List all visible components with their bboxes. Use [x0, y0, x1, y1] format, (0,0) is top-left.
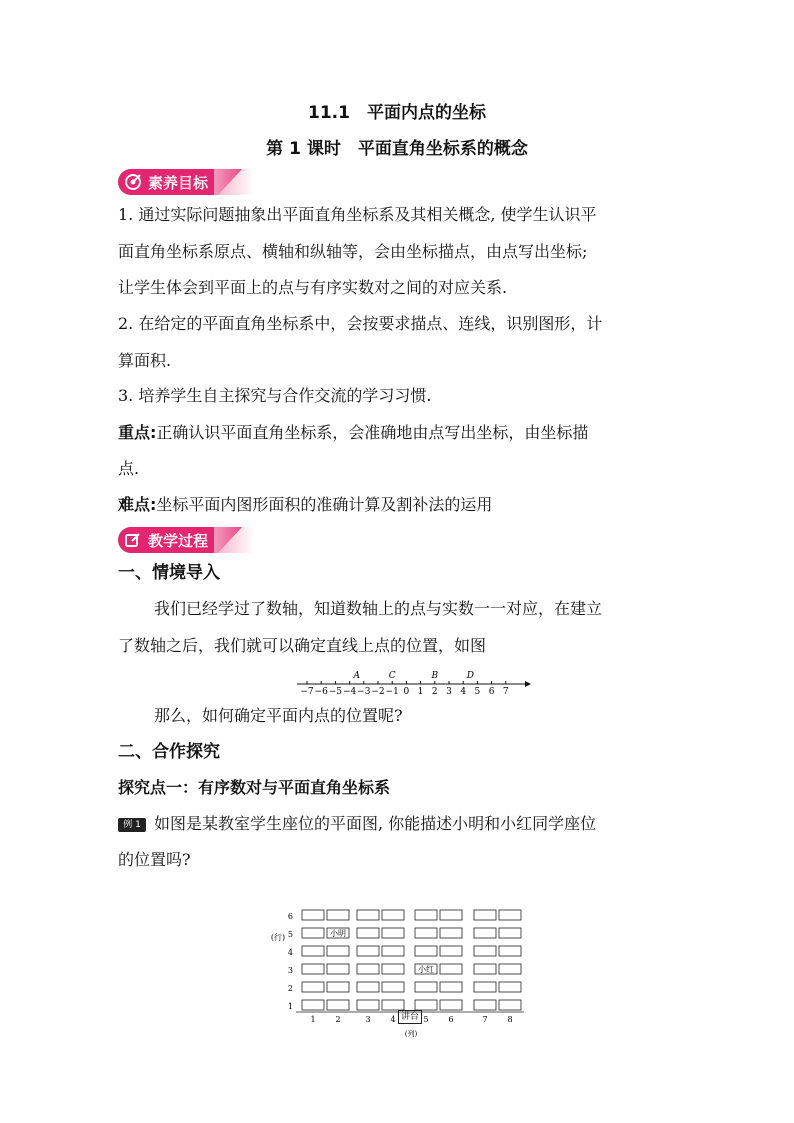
- number-line-tick-label: 6: [488, 687, 495, 697]
- column-label: 4: [390, 1015, 396, 1024]
- column-label: 5: [423, 1015, 429, 1024]
- seat: [357, 1000, 379, 1010]
- seat: [357, 946, 379, 956]
- seat: [440, 964, 462, 974]
- seat: [415, 982, 437, 992]
- key-points-label: 重点:: [118, 423, 157, 442]
- explore-heading: 二、合作探究: [118, 742, 220, 762]
- number-line-point-label: A: [353, 671, 360, 681]
- column-label: 2: [335, 1015, 341, 1024]
- number-line-tick-label: −5: [328, 687, 343, 697]
- seat: [415, 910, 437, 920]
- seat: [357, 964, 379, 974]
- intro-question: 那么，如何确定平面内点的位置呢?: [154, 706, 403, 725]
- seat: [474, 928, 496, 938]
- target-icon: [124, 173, 142, 191]
- goal-1-line-1: 1. 通过实际问题抽象出平面直角坐标系及其相关概念, 使学生认识平: [118, 205, 597, 224]
- seat: [327, 1000, 349, 1010]
- seat-student-name: 小红: [418, 965, 434, 974]
- page-title: 11.1 平面内点的坐标: [308, 103, 486, 123]
- number-line-tick-label: 3: [446, 687, 452, 697]
- number-line-tick-label: −7: [300, 687, 314, 697]
- goals-badge: [118, 169, 244, 195]
- seat: [327, 946, 349, 956]
- seat: [382, 1000, 404, 1010]
- seat: [382, 964, 404, 974]
- seat: [382, 928, 404, 938]
- number-line-point-label: C: [388, 671, 396, 681]
- seat: [302, 1000, 324, 1010]
- number-line-tick-label: 4: [460, 687, 467, 697]
- number-line-tick-label: 5: [474, 687, 481, 697]
- number-line-figure: [295, 664, 535, 696]
- column-label: 8: [507, 1015, 513, 1024]
- seat: [382, 910, 404, 920]
- seat: [382, 946, 404, 956]
- seat: [499, 1000, 521, 1010]
- seat: [302, 964, 324, 974]
- seat: [440, 946, 462, 956]
- row-label: 6: [287, 912, 293, 921]
- process-badge-label: 教学过程: [148, 532, 209, 550]
- key-points-line-1: [118, 423, 678, 443]
- seat: [499, 928, 521, 938]
- seat: [499, 982, 521, 992]
- column-label: 7: [482, 1015, 488, 1024]
- number-line-tick-label: −3: [357, 687, 371, 697]
- seat: [440, 910, 462, 920]
- seat: [499, 964, 521, 974]
- seat: [357, 982, 379, 992]
- seat: [474, 910, 496, 920]
- number-line-tick-label: −2: [371, 687, 385, 697]
- intro-paragraph-line-1: 我们已经学过了数轴，知道数轴上的点与实数一一对应，在建立: [154, 599, 603, 618]
- podium: 讲台: [398, 1010, 422, 1024]
- number-line-tick-label: 1: [417, 687, 424, 697]
- number-line-tick-label: 7: [502, 687, 509, 697]
- seat: [474, 946, 496, 956]
- goal-2-line-2: 算面积.: [118, 351, 172, 370]
- column-label: 3: [365, 1015, 371, 1024]
- row-axis-label: (行): [270, 933, 286, 942]
- difficulty-text: 坐标平面内图形面积的准确计算及割补法的运用: [156, 495, 493, 514]
- seat: [357, 910, 379, 920]
- goal-2-line-1: 2. 在给定的平面直角坐标系中，会按要求描点、连线，识别图形，计: [118, 314, 603, 333]
- seat: [302, 928, 324, 938]
- seating-plan-figure: [262, 878, 537, 1038]
- lesson-subtitle: 第 1 课时 平面直角坐标系的概念: [266, 139, 528, 159]
- row-label: 1: [287, 1002, 293, 1011]
- intro-paragraph-line-2: 了数轴之后，我们就可以确定直线上点的位置，如图: [118, 636, 487, 655]
- intro-heading: 一、情境导入: [118, 563, 220, 583]
- edit-icon: [124, 531, 142, 549]
- seat: [440, 928, 462, 938]
- number-line-tick-label: −4: [342, 687, 357, 697]
- column-axis-label: (列): [404, 1030, 418, 1038]
- seat: [474, 964, 496, 974]
- seat: [440, 982, 462, 992]
- key-points-line-2: 点.: [118, 459, 140, 478]
- number-line-arrow: [525, 681, 531, 687]
- seat: [357, 928, 379, 938]
- seat: [499, 910, 521, 920]
- seat: [302, 946, 324, 956]
- example-1-line-1: [118, 814, 678, 834]
- goals-badge-label: 素养目标: [148, 174, 209, 192]
- number-line-tick-label: 0: [403, 687, 410, 697]
- number-line-tick-label: −6: [314, 687, 328, 697]
- seat: [415, 946, 437, 956]
- seat: [327, 910, 349, 920]
- example-1-line-2: 的位置吗?: [118, 850, 191, 869]
- explore-point-1: 探究点一：有序数对与平面直角坐标系: [118, 778, 391, 797]
- difficulty-line: [118, 495, 678, 515]
- seat: [440, 1000, 462, 1010]
- seat: [327, 964, 349, 974]
- seat: [499, 946, 521, 956]
- seat: [474, 982, 496, 992]
- seat: [415, 1000, 437, 1010]
- key-points-text: 正确认识平面直角坐标系，会准确地由点写出坐标，由坐标描: [156, 423, 589, 442]
- number-line-tick-label: 2: [431, 687, 438, 697]
- row-label: 3: [287, 966, 293, 975]
- number-line-point-label: D: [466, 671, 474, 681]
- seat: [302, 982, 324, 992]
- process-badge: [118, 527, 244, 553]
- column-label: 1: [310, 1015, 316, 1024]
- example-tag: 例 1: [118, 818, 146, 832]
- row-label: 2: [287, 984, 293, 993]
- difficulty-label: 难点:: [118, 495, 157, 514]
- number-line-tick-label: −1: [385, 687, 399, 697]
- seat: [302, 910, 324, 920]
- example-1-text: 如图是某教室学生座位的平面图, 你能描述小明和小红同学座位: [154, 814, 597, 833]
- seat: [474, 1000, 496, 1010]
- number-line-point-label: B: [431, 671, 439, 681]
- goal-1-line-2: 面直角坐标系原点、横轴和纵轴等，会由坐标描点，由点写出坐标;: [118, 242, 588, 261]
- row-label: 4: [287, 948, 293, 957]
- column-label: 6: [448, 1015, 454, 1024]
- goal-1-line-3: 让学生体会到平面上的点与有序实数对之间的对应关系.: [118, 278, 508, 297]
- seat: [382, 982, 404, 992]
- goal-3: 3. 培养学生自主探究与合作交流的学习习惯.: [118, 386, 432, 405]
- seat: [327, 982, 349, 992]
- seat: [415, 928, 437, 938]
- seat-student-name: 小明: [330, 929, 346, 938]
- row-label: 5: [287, 930, 293, 939]
